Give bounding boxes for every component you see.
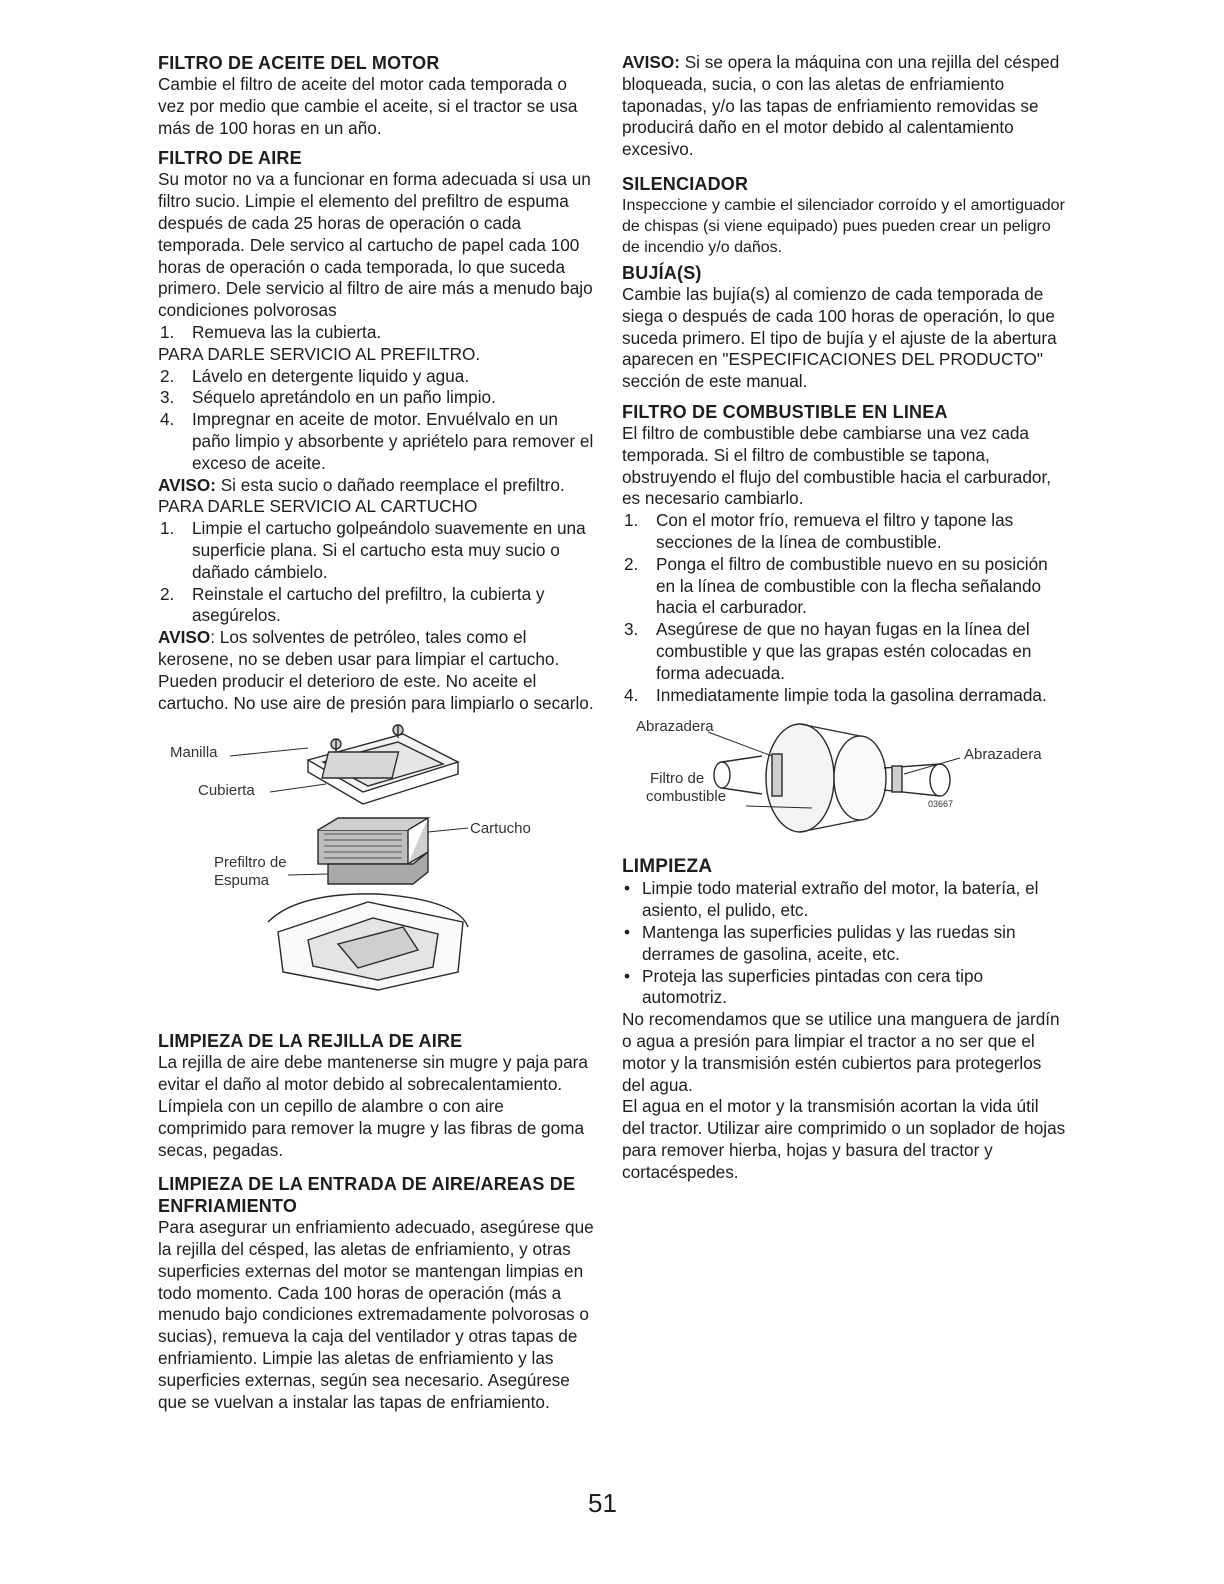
label-foam-prefilter-line1: Prefiltro de [214, 854, 287, 872]
notice-overheating [622, 52, 1066, 161]
oil-filter-heading: FILTRO DE ACEITE DEL MOTOR [158, 53, 440, 73]
oil-filter-text: Cambie el filtro de aceite del motor cada temporada o vez por medio que cambie el aceite, si el tractor se usa más de 100 horas en un año. [158, 74, 578, 138]
step-number: 4. [160, 409, 175, 430]
step-text: Séquelo apretándolo en un paño limpio. [192, 387, 496, 408]
bullet: • [624, 921, 631, 942]
label-foam-prefilter-line2: Espuma [214, 872, 270, 890]
air-filter-heading: FILTRO DE AIRE [158, 148, 302, 169]
notice-prefilter [158, 475, 596, 497]
list-item [622, 685, 1066, 707]
air-filter-text: Su motor no va a funcionar en forma adecuada si usa un filtro sucio. Limpie el elemento del prefiltro de espuma después de cada 25 horas de operación o cada temporada. Dele servico al cartucho de papel cada 100 horas de operación o cada temporada, lo que suceda primero. Dele servicio al filtro de aire más a menudo bajo condiciones polvorosas [158, 169, 593, 321]
muffler-heading: SILENCIADOR [622, 173, 749, 194]
list-item [158, 518, 596, 583]
step-text: Asegúrese de que no hayan fugas en la línea del combustible y que las grapas estén colocadas en forma adecuada. [656, 619, 1032, 683]
list-item [622, 510, 1066, 554]
notice-text: : Los solventes de petróleo, tales como el kerosene, no se deben usar para limpiar el cartucho. Pueden producir el deterioro de este. No aceite el cartucho. No use aire de presión para limpiarlo o secarlo. [158, 627, 594, 713]
step-text: Remueva las la cubierta. [192, 321, 382, 342]
figure-code: 03667 [928, 799, 954, 810]
step-text: Impregnar en aceite de motor. Envuélvalo en un paño limpio y absorbente y apriételo para remover el exceso de aceite. [192, 409, 594, 473]
list-item [622, 878, 1066, 922]
step-text: Limpie el cartucho golpeándolo suavemente en una superficie plana. Si el cartucho esta muy sucio o dañado cámbielo. [192, 518, 586, 582]
label-fuel-filter-line2: combustible [646, 788, 727, 806]
list-item [158, 584, 596, 628]
list-item [158, 387, 596, 409]
list-item [622, 966, 1066, 1010]
label-fuel-filter-line1: Filtro de [650, 770, 705, 788]
air-screen-text: La rejilla de aire debe mantenerse sin mugre y paja para evitar el daño al motor debido al sobrecalentamiento. Límpiela con un cepillo de alambre o con aire comprimido para remover la mugre y las fibras de goma secas, pegadas. [158, 1052, 588, 1160]
step-number: 1. [624, 510, 639, 531]
notice-text: Si esta sucio o dañado reemplace el prefiltro. [215, 474, 565, 495]
label-clamp-right: Abrazadera [964, 746, 1042, 764]
cleaning-bullets [622, 878, 1066, 1009]
label-handle: Manilla [170, 744, 218, 762]
step-number: 2. [160, 365, 175, 386]
step-number: 1. [160, 518, 175, 539]
air-filter-figure [158, 722, 596, 1022]
notice-label: AVISO [158, 627, 211, 648]
spark-plug-text: Cambie las bujía(s) al comienzo de cada temporada de siega o después de cada 100 horas de operación, lo que suceda primero. El tipo de bujía y el ajuste de la abertura aparecen en "ESPECIFICACIONES DEL PRODUCTO" sección de este manual. [622, 283, 1057, 392]
step-text: Inmediatamente limpie toda la gasolina derramada. [656, 684, 1047, 705]
step-number: 3. [624, 619, 639, 640]
step-text: Con el motor frío, remueva el filtro y tapone las secciones de la línea de combustible. [656, 510, 1014, 552]
cooling-areas-text: Para asegurar un enfriamiento adecuado, asegúrese que la rejilla del césped, las aletas de enfriamiento, y otras superficies externas del motor se mantengan limpias en todo momento. Cada 100 horas de operación (más a menudo bajo condiciones extremadamente polvorosas o sucias), remueva la caja del ventilador y otras tapas de enfriamiento. Limpie las aletas de enfriamiento y las superficies externas, según sea necesario. Asegúrese que se vuelvan a instalar las tapas de enfriamiento. [158, 1217, 594, 1412]
right-column [622, 52, 1066, 1183]
step-number: 2. [624, 553, 639, 574]
page-number: 51 [588, 1488, 617, 1518]
cleaning-text-1: No recomendamos que se utilice una manguera de jardín o agua a presión para limpiar el tractor a no ser que el motor y la transmisión estén cubiertos para protegerlos del agua. [622, 1009, 1060, 1095]
fuel-filter-steps [622, 510, 1066, 706]
bullet: • [624, 878, 631, 899]
muffler-text: Inspeccione y cambie el silenciador corroído y el amortiguador de chispas (si viene equipado) pues pueden crear un peligro de incendio y/o daños. [622, 196, 1065, 256]
cooling-areas-heading: LIMPIEZA DE LA ENTRADA DE AIRE/AREAS DE ENFRIAMIENTO [158, 1174, 576, 1217]
bullet-text: Mantenga las superficies pulidas y las ruedas sin derrames de gasolina, aceite, etc. [642, 921, 1016, 964]
step-text: Ponga el filtro de combustible nuevo en su posición en la línea de combustible con la flecha señalando hacia el carburador. [656, 553, 1048, 618]
fuel-filter-figure [622, 716, 1066, 848]
cleaning-text-2: El agua en el motor y la transmisión acortan la vida útil del tractor. Utilizar aire comprimido o un soplador de hojas para remover hierba, hojas y basura del tractor y cortacéspedes. [622, 1096, 1066, 1182]
step-number: 3. [160, 387, 175, 408]
fuel-filter-text: El filtro de combustible debe cambiarse una vez cada temporada. Si el filtro de combustible se tapona, obstruyendo el flujo del combustible hacia el carburador, es necesario cambiarlo. [622, 422, 1051, 509]
step-number: 2. [160, 583, 175, 604]
bullet-text: Limpie todo material extraño del motor, la batería, el asiento, el pulido, etc. [642, 878, 1039, 921]
spark-plug-heading: BUJÍA(S) [622, 262, 702, 283]
bullet: • [624, 965, 631, 986]
list-item [158, 322, 596, 344]
step-number: 4. [624, 684, 639, 705]
notice-text: Si se opera la máquina con una rejilla del césped bloqueada, sucia, o con las aletas de enfriamiento taponadas, y/o las tapas de enfriamiento removidas se producirá daño en el motor debido al calentamiento excesivo. [622, 52, 1060, 160]
list-item [158, 409, 596, 474]
step-text: Reinstale el cartucho del prefiltro, la cubierta y asegúrelos. [192, 583, 545, 626]
air-screen-heading: LIMPIEZA DE LA REJILLA DE AIRE [158, 1031, 463, 1052]
step-number: 1. [160, 321, 175, 342]
cartridge-steps [158, 518, 596, 627]
prefilter-service-heading: PARA DARLE SERVICIO AL PREFILTRO. [158, 343, 481, 364]
label-clamp-left: Abrazadera [636, 718, 714, 736]
list-item [622, 619, 1066, 684]
list-item [622, 922, 1066, 966]
list-item [622, 554, 1066, 619]
label-cartridge: Cartucho [470, 820, 531, 838]
left-column [158, 52, 596, 1413]
notice-label: AVISO: [622, 52, 680, 72]
cartridge-service-heading: PARA DARLE SERVICIO AL CARTUCHO [158, 496, 478, 517]
label-cover: Cubierta [198, 782, 255, 800]
prefilter-steps [158, 366, 596, 475]
bullet-text: Proteja las superficies pintadas con cera tipo automotriz. [642, 965, 984, 1008]
notice-label: AVISO: [158, 474, 216, 495]
cleaning-heading: LIMPIEZA [622, 856, 713, 878]
fuel-filter-heading: FILTRO DE COMBUSTIBLE EN LINEA [622, 401, 948, 422]
notice-solvents [158, 627, 596, 714]
step-text: Lávelo en detergente liquido y agua. [192, 365, 470, 386]
list-item [158, 366, 596, 388]
